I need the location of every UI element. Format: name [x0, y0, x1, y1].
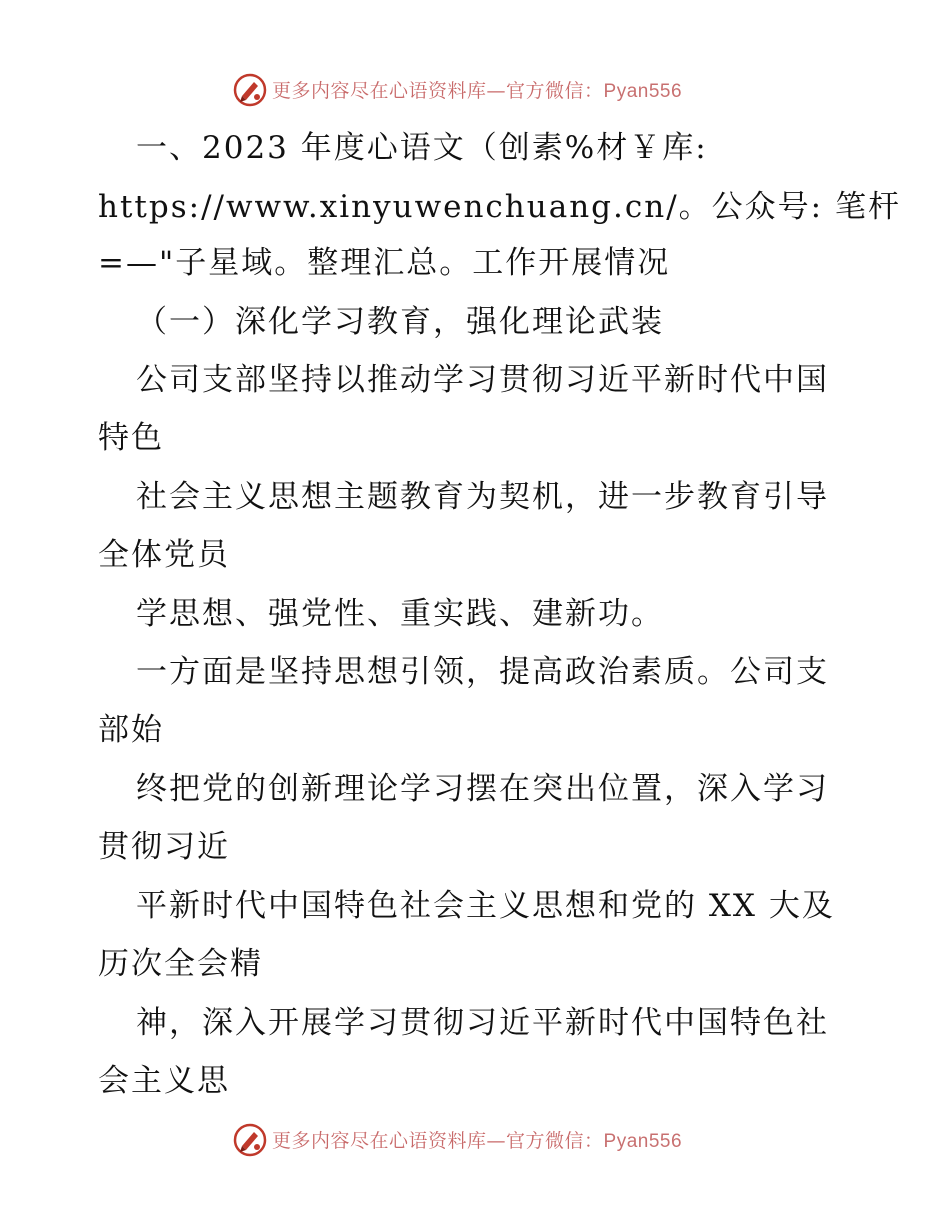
section-heading: （一）深化学习教育，强化理论武装	[136, 304, 664, 340]
pen-logo-icon	[232, 72, 268, 108]
paragraph-line: 部始	[98, 712, 164, 748]
paragraph-line: =—"子星域。整理汇总。工作开展情况	[98, 245, 671, 281]
watermark-handle: Pyan556	[603, 81, 683, 102]
paragraph-line: 终把党的创新理论学习摆在突出位置，深入学习	[136, 771, 829, 807]
paragraph-line: 社会主义思想主题教育为契机，进一步教育引导	[136, 479, 829, 515]
watermark-banner-bottom	[0, 1120, 950, 1160]
paragraph-line: 一方面是坚持思想引领，提高政治素质。公司支	[136, 654, 829, 690]
paragraph-line: 神，深入开展学习贯彻习近平新时代中国特色社	[136, 1005, 829, 1041]
watermark-text	[272, 1126, 682, 1153]
watermark-label: 更多内容尽在心语资料库—官方微信：	[272, 80, 604, 102]
paragraph-line: 特色	[98, 420, 164, 456]
paragraph-line: 历次全会精	[98, 946, 263, 982]
paragraph-line: 贯彻习近	[98, 829, 230, 865]
pen-logo-icon	[232, 1122, 268, 1158]
watermark-handle: Pyan556	[603, 1131, 683, 1152]
paragraph-line: 会主义思	[98, 1063, 230, 1099]
watermark-label: 更多内容尽在心语资料库—官方微信：	[272, 1130, 604, 1152]
watermark-banner-top	[0, 70, 950, 110]
paragraph-line: 平新时代中国特色社会主义思想和党的 XX 大及	[136, 888, 835, 924]
paragraph-line: https://www.xinyuwenchuang.cn/。公众号: 笔杆	[98, 189, 901, 225]
paragraph-line: 全体党员	[98, 537, 230, 573]
paragraph-line: 公司支部坚持以推动学习贯彻习近平新时代中国	[136, 362, 829, 398]
watermark-text	[272, 76, 682, 103]
paragraph-line: 学思想、强党性、重实践、建新功。	[136, 596, 664, 632]
paragraph-line: 一、2023 年度心语文（创素%材￥库:	[136, 130, 708, 166]
